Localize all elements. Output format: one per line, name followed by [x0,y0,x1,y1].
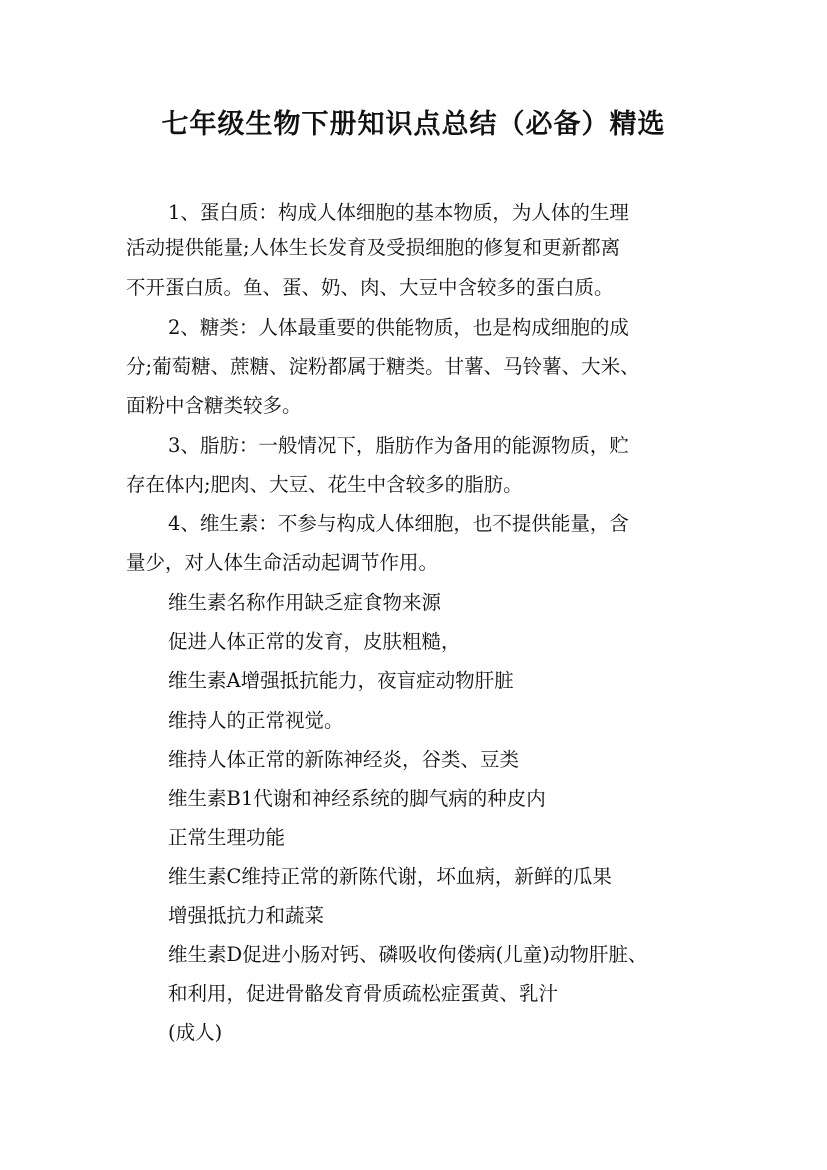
paragraph-line: 维持人体正常的新陈神经炎，谷类、豆类 [168,748,520,771]
paragraph-line: 面粉中含糖类较多。 [126,394,302,417]
paragraph-line: 维持人的正常视觉。 [168,709,344,732]
paragraph-line: 活动提供能量;人体生长发育及受损细胞的修复和更新都离 [126,236,621,259]
paragraph-line: 促进人体正常的发育，皮肤粗糙， [168,630,461,653]
document-title: 七年级生物下册知识点总结（必备）精选 [161,109,666,140]
paragraph-line: 存在体内;肥肉、大豆、花生中含较多的脂肪。 [126,473,523,496]
paragraph-line: 维生素A增强抵抗能力，夜盲症动物肝脏 [168,669,514,692]
paragraph-line: 4、维生素：不参与构成人体细胞，也不提供能量，含 [168,512,629,535]
paragraph-line: 3、脂肪：一般情况下，脂肪作为备用的能源物质，贮 [168,434,629,457]
paragraph-line: 维生素C维持正常的新陈代谢，坏血病，新鲜的瓜果 [168,865,612,888]
paragraph-line: 增强抵抗力和蔬菜 [168,904,325,927]
paragraph-line: 和利用，促进骨骼发育骨质疏松症蛋黄、乳汁 [168,982,559,1005]
paragraph-line: 1、蛋白质：构成人体细胞的基本物质，为人体的生理 [168,201,629,224]
paragraph-line: (成人) [168,1021,223,1044]
paragraph-line: 2、糖类：人体最重要的供能物质，也是构成细胞的成 [168,316,629,339]
paragraph-line: 正常生理功能 [168,826,286,849]
paragraph-line: 不开蛋白质。鱼、蛋、奶、肉、大豆中含较多的蛋白质。 [126,276,614,299]
paragraph-line: 维生素D促进小肠对钙、磷吸收佝偻病(儿童)动物肝脏、 [168,943,648,966]
paragraph-line: 维生素名称作用缺乏症食物来源 [168,591,442,614]
paragraph-line: 分;葡萄糖、蔗糖、淀粉都属于糖类。甘薯、马铃薯、大米、 [126,355,640,378]
paragraph-line: 维生素B1代谢和神经系统的脚气病的种皮内 [168,787,546,810]
paragraph-line: 量少，对人体生命活动起调节作用。 [126,551,439,574]
